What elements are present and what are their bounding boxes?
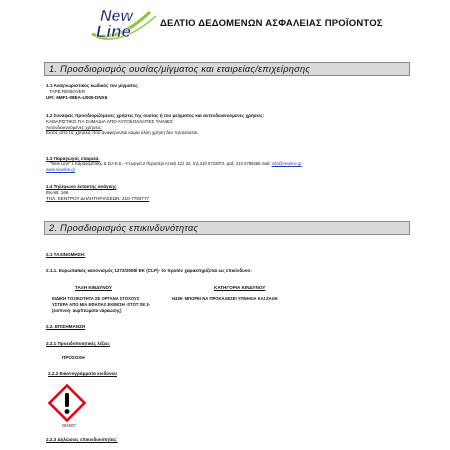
s221-label: 2.2.1 Προειδοποιητικές λέξεις	[46, 341, 110, 346]
hazard-category-header: ΚΑΤΗΓΟΡΙΑ ΚΙΝΔΥΝΟΥ	[214, 285, 266, 290]
document-title: ΔΕΛΤΙΟ ΔΕΔΟΜΕΝΩΝ ΑΣΦΑΛΕΙΑΣ ΠΡΟΪΟΝΤΟΣ	[160, 18, 383, 29]
ekav-number: ΕΚΑΒ: 166	[46, 190, 69, 195]
producer-email-link[interactable]: info@newline.gr	[271, 161, 302, 166]
s223-label: 2.2.3 Δηλώσεις επικινδυνότητας:	[46, 437, 118, 442]
signal-word: ΠΡΟΣΟΧΗ	[62, 355, 85, 360]
poison-center-number: ΤΗΛ. ΚΕΝΤΡΟΥ ΔΗΛΗΤΗΡΙΑΣΕΩΝ: 210-7793777	[46, 196, 150, 201]
hazard-class-line-2: ΥΣΤΕΡΑ ΑΠΟ ΜΙΑ ΕΦΑΠΑΞ ΕΚΘΕΣΗ -STOT SE 3-	[52, 302, 151, 307]
hazard-category-text: Η336- ΜΠΟΡΕΙ ΝΑ ΠΡΟΚΑΛΕΣΕΙ ΥΠΝΗΛΙΑ ΚΑΙ ΖΑΛΗ	[172, 296, 278, 301]
s21-label: 2.1 ΤΑΞΙΝΟΜΗΣΗ:	[46, 252, 86, 257]
s12-title: 1.2 Συναφείς προσδιοριζόμενες χρήσεις της ουσίας ή του μείγματος και αντενδεικνυόμενες χρήσεις:	[46, 113, 265, 118]
producer-details	[50, 161, 302, 166]
s11-title: 1.1 Αναγνωριστικός κωδικός του μίγματος	[46, 83, 138, 88]
svg-text:New: New	[100, 8, 133, 25]
s14-title: 1.4 Τηλέφωνο έκτακτης ανάγκης	[46, 184, 117, 189]
svg-text:Line: Line	[96, 22, 131, 41]
hazard-class-line-1: ΕΙΔΙΚΗ ΤΟΞΙΚΟΤΗΤΑ ΣΕ ΟΡΓΑΝΑ ΣΤΟΧΟΥΣ	[52, 296, 140, 301]
s13-title: 1.3 Παραγωγός εταιρεία:	[46, 156, 100, 161]
section-1-heading: 1. Προσδιορισμός ουσίας/μίγματος και εταιρείας/επιχείρησης	[49, 64, 311, 74]
ufi-code: UFI: 6MF1-08EA-U005-DNX6	[46, 95, 108, 100]
pictogram-code: GHS07	[62, 423, 76, 428]
producer-website-link[interactable]: www.newline.gr	[46, 167, 76, 172]
s222-label: 2.2.2 Εικονογράμματα κινδύνου	[48, 371, 117, 376]
hazard-class-header: ΤΑΞΗ ΚΙΝΔΥΝΟΥ	[75, 285, 113, 290]
ghs07-exclamation-icon	[48, 384, 86, 422]
s22-label: 2.2. ΕΠΙΣΗΜΑΝΣΗ	[46, 324, 86, 329]
section-2-header	[44, 221, 410, 235]
section-2-heading: 2. Προσδιορισμός επικινδυνότητας	[49, 223, 199, 233]
section-1-header	[44, 62, 410, 76]
new-line-logo	[86, 4, 160, 44]
contra-label: Αντενδεικνυόμενες χρήσεις:	[46, 125, 103, 130]
product-name: TAPE REMOVER	[49, 89, 86, 94]
producer-text: "New Line" Ι. Καραλαμπίδης & ΣΙΑ Ε.Ε. –Γεωργιά 2 Περιστέρι Αττική 121 32, τηλ.210 5722872, φαξ. 210 5786285 mail:	[50, 161, 271, 166]
hazard-class-line-3: (εισπνοή- αυμπτώματα νάρκωσης)	[52, 308, 122, 313]
s211-text: 2.1.1. Ευρωπαϊκός κανονισμός 1272/2008/ ΕΚ (CLP)- το προϊόν χαρακτηρίζεται ως επικίνδυνο:	[46, 268, 252, 273]
intended-use: ΚΑΘΑΡΙΣΤΙΚΟ ΓΙΑ ΣΗΜΑΔΙΑ ΑΠΟ ΑΥΤΟΚΟΛΛΗΤΕΣ ΤΑΙΝΙΕΣ	[46, 119, 173, 124]
contra-text: Εκτός από τις χρήσεις που αναφέρονται καμία άλλη χρήση δεν προτείνεται.	[46, 130, 199, 135]
